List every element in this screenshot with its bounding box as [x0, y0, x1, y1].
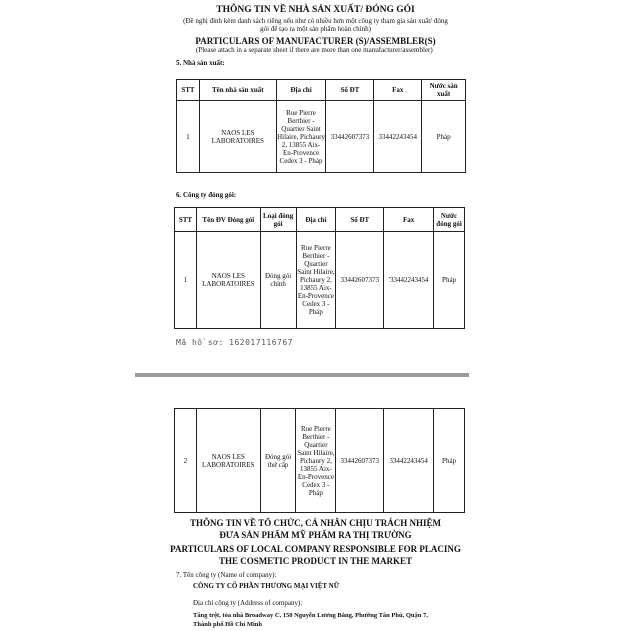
th-country: Nước đóng gói: [434, 208, 465, 232]
dossier-number: Mã hồ sơ: 162017116767: [176, 338, 293, 347]
section6-label: 6. Công ty đóng gói:: [176, 191, 237, 199]
cell-country: Pháp: [422, 101, 466, 173]
cell-name: NAOS LES LABORATOIRES: [196, 409, 260, 513]
cell-fax: '33442243454: [384, 232, 434, 329]
cell-phone: 33442607373: [336, 232, 384, 329]
cell-fax: 33442243454: [374, 101, 422, 173]
company-name: CÔNG TY CỔ PHẦN THƯƠNG MẠI VIỆT NỮ: [193, 582, 340, 590]
local-title-vi-line1: THÔNG TIN VỀ TỔ CHỨC, CÁ NHÂN CHỊU TRÁCH NHIỆM: [189, 518, 442, 528]
note-en: (Please attach in a separate sheet if there are more than one manufacturer/assembler): [196, 46, 433, 54]
th-fax: Fax: [374, 80, 422, 101]
page-separator: [135, 373, 469, 377]
title-en: PARTICULARS OF MANUFACTURER (S)/ASSEMBLER(S): [195, 36, 436, 46]
local-title-en-line2: THE COSMETIC PRODUCT IN THE MARKET: [219, 556, 412, 566]
th-type: Loại đóng gói: [260, 208, 296, 232]
th-phone: Số ĐT: [336, 208, 384, 232]
note-vi-line1: (Đề nghị đính kèm danh sách riêng nếu như có nhiều hơn một công ty tham gia sản xuất/ đóng: [183, 17, 448, 25]
address-line2: Thành phố Hồ Chí Minh: [193, 621, 263, 628]
table-row: [175, 232, 465, 329]
company-label: 7. Tên công ty (Name of company):: [176, 571, 277, 579]
address-line1: Tầng trệt, tòa nhà Broadway C, 150 Nguyễn Lương Bằng, Phường Tân Phú, Quận 7,: [193, 612, 428, 619]
th-name: Tên nhà sản xuất: [199, 80, 276, 101]
cell-type: Đóng gói thứ cấp: [260, 409, 296, 513]
cell-stt: 2: [175, 409, 197, 513]
cell-stt: 1: [175, 232, 197, 329]
cell-address: Rue Pierre Berthier - Quartier Saint Hilaire, Pichaury 2, 13855 Aix-En-Provence Cedex 3 - Pháp: [296, 409, 336, 513]
th-address: Địa chỉ: [296, 208, 336, 232]
th-phone: Số ĐT: [326, 80, 374, 101]
th-stt: STT: [175, 208, 197, 232]
th-country: Nước sản xuất: [422, 80, 466, 101]
table-row: [175, 409, 465, 513]
title-vi: THÔNG TIN VỀ NHÀ SẢN XUẤT/ ĐÓNG GÓI: [216, 5, 415, 15]
cell-phone: 33442607373: [336, 409, 384, 513]
local-title-en-line1: PARTICULARS OF LOCAL COMPANY RESPONSIBLE FOR PLACING: [170, 544, 461, 554]
cell-address: Rue Pierre Berthier - Quartier Saint Hilaire, Pichaury 2, 13855 Aix-En-Provence Cedex 3 - Pháp: [276, 101, 326, 173]
cell-fax: 33442243454: [384, 409, 434, 513]
packager-table: [174, 207, 465, 329]
packager-table-continued: [174, 408, 465, 513]
cell-address: Rue Pierre Berthier - Quartier Saint Hilaire, Pichaury 2, 13855 Aix-En-Provence Cedex 3 - Pháp: [296, 232, 336, 329]
th-address: Địa chỉ: [276, 80, 326, 101]
cell-name: NAOS LES LABORATOIRES: [199, 101, 276, 173]
note-vi-line2: gói để tạo ra một sản phẩm hoàn chỉnh): [260, 25, 371, 33]
manufacturer-table: [176, 79, 466, 173]
cell-country: Pháp: [434, 232, 465, 329]
th-fax: Fax: [384, 208, 434, 232]
table-row: [177, 101, 466, 173]
cell-name: NAOS LES LABORATOIRES: [196, 232, 260, 329]
th-stt: STT: [177, 80, 200, 101]
cell-stt: 1: [177, 101, 200, 173]
cell-phone: 33442607373: [326, 101, 374, 173]
th-name: Tên ĐV Đóng gói: [196, 208, 260, 232]
cell-country: Pháp: [434, 409, 465, 513]
section5-label: 5. Nhà sản xuất:: [176, 59, 225, 67]
local-title-vi-line2: ĐƯA SẢN PHẨM MỸ PHẨM RA THỊ TRƯỜNG: [219, 530, 412, 540]
cell-type: Đóng gói chính: [260, 232, 296, 329]
address-label: Địa chỉ công ty (Address of company):: [193, 599, 303, 607]
